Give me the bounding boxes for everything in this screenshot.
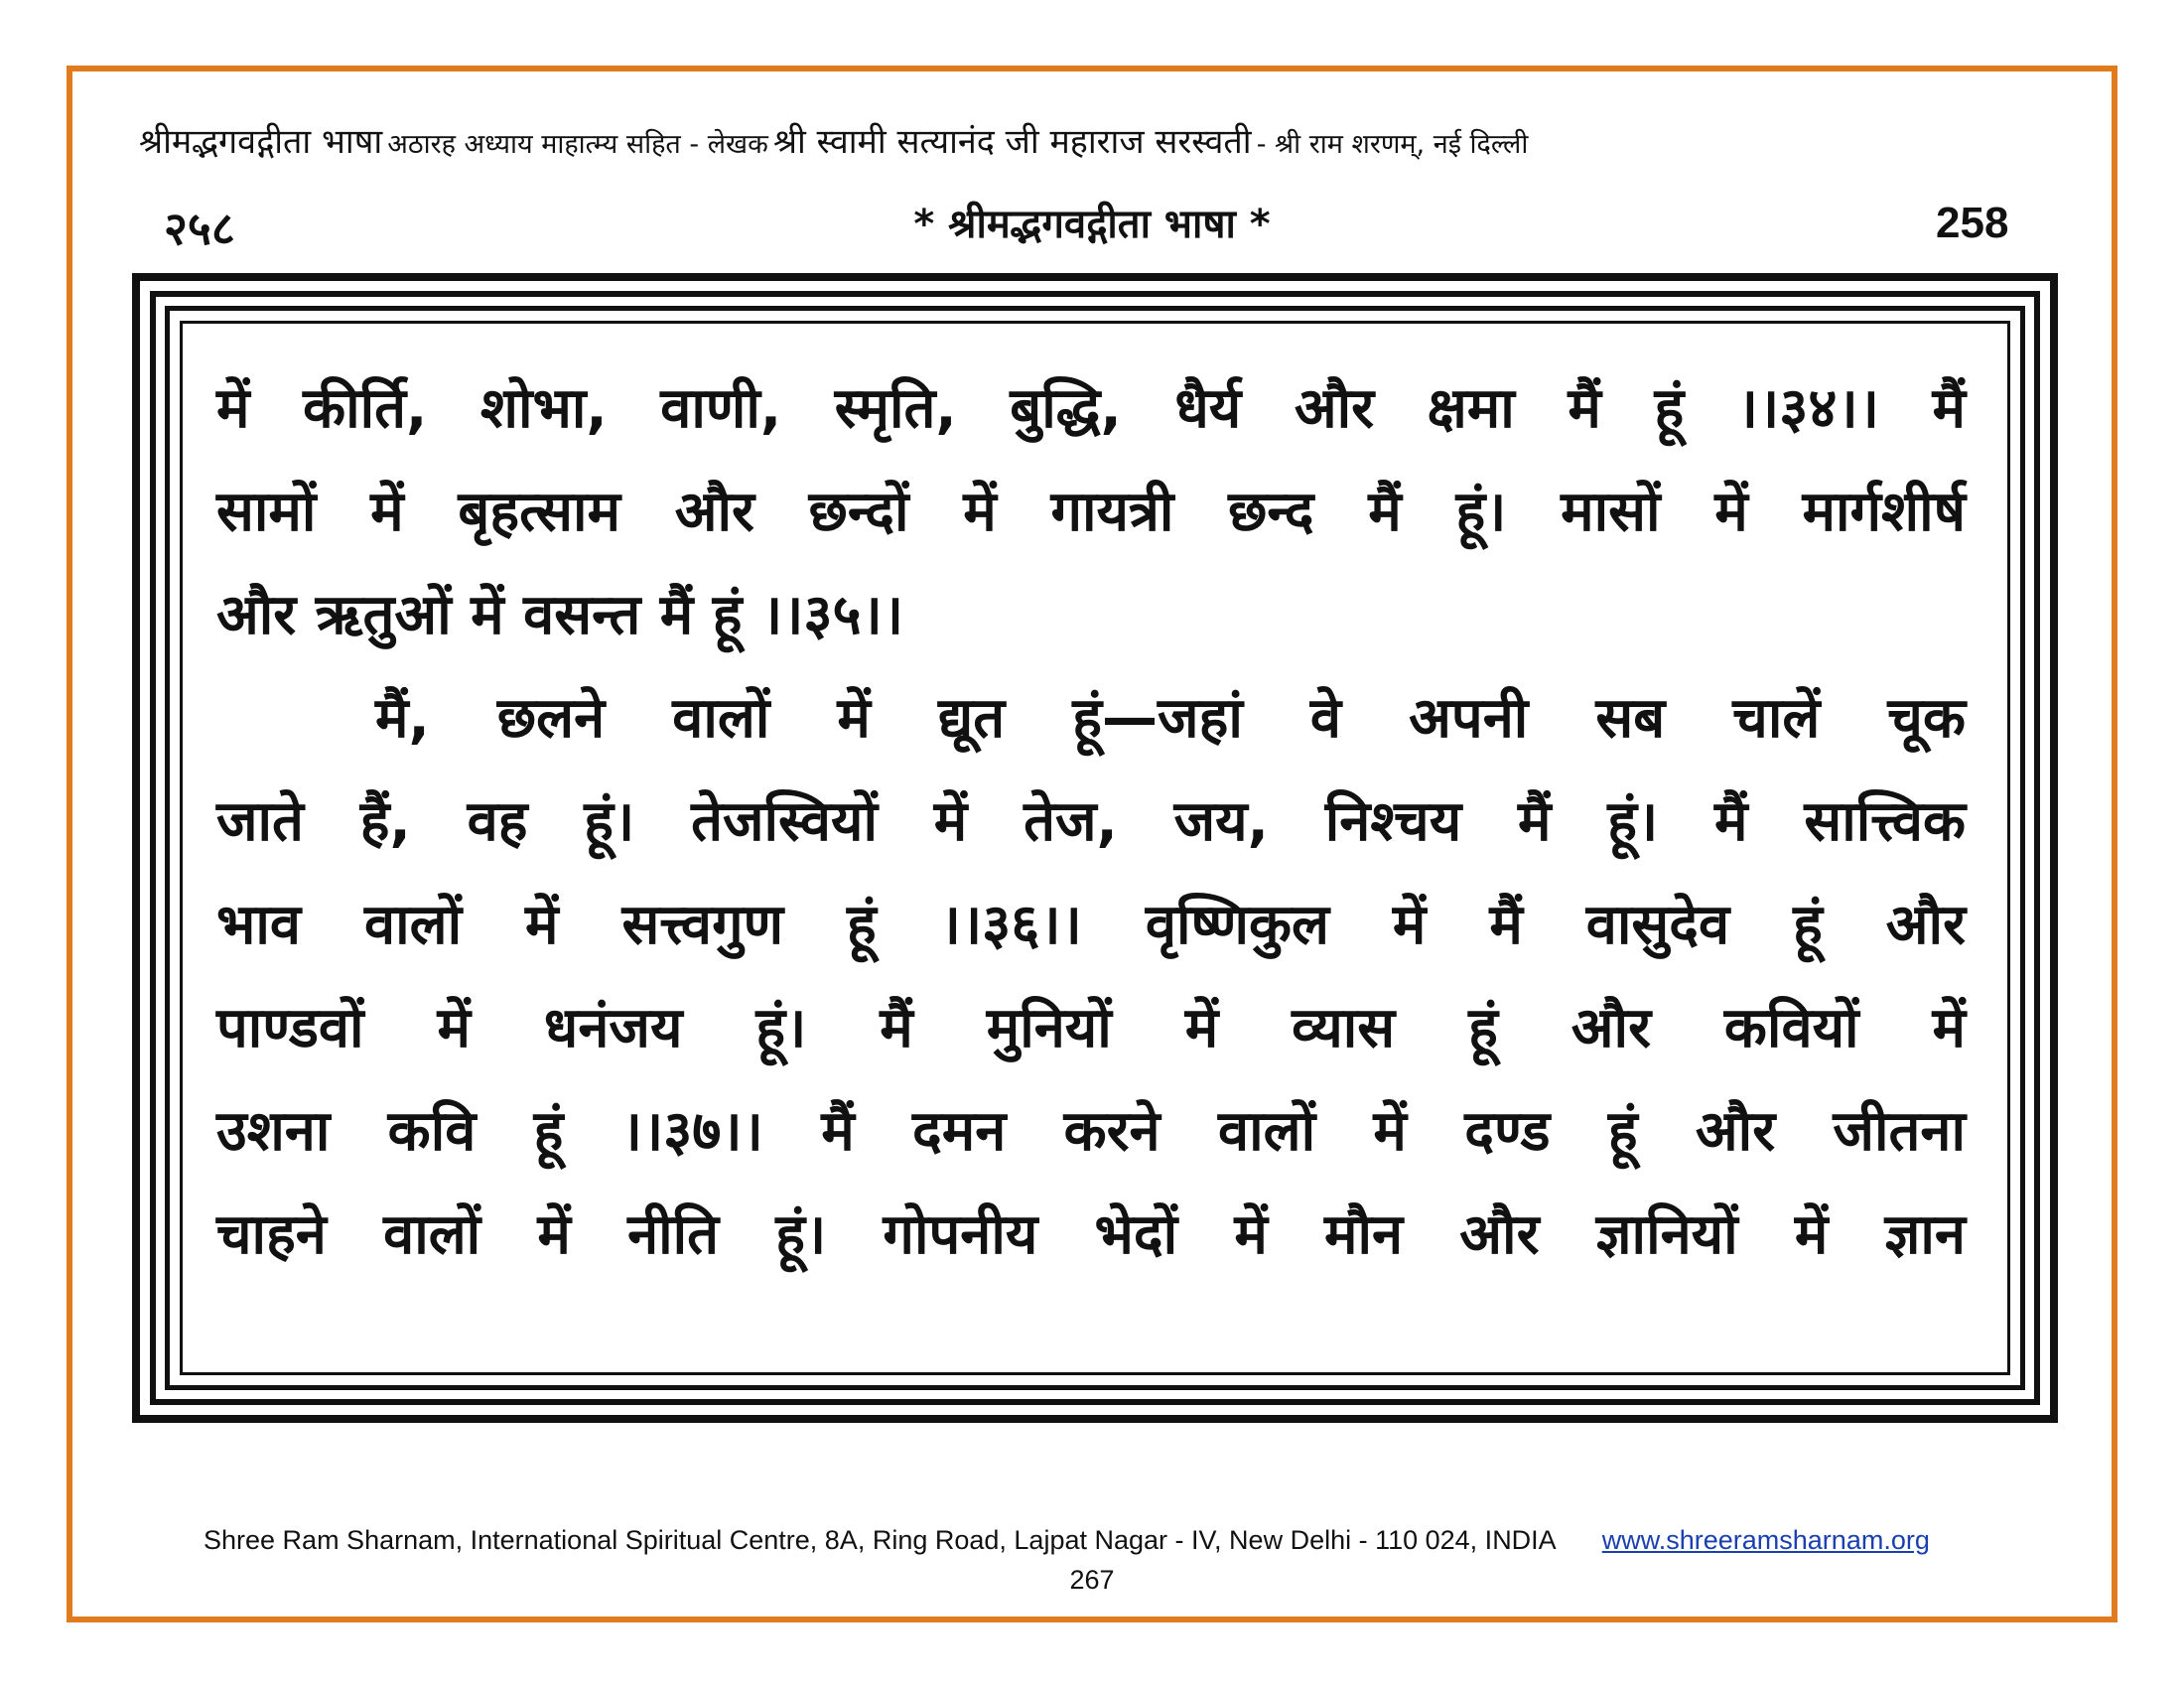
text-line: सामों में बृहत्साम और छन्दों में गायत्री छन्द मैं हूं। मासों में मार्गशीर्ष: [216, 480, 1966, 544]
author-name: श्री स्वामी सत्यानंद जी महाराज सरस्वती: [772, 122, 1252, 162]
text-line: जाते हैं, वह हूं। तेजस्वियों में तेज, जय, निश्चय मैं हूं। मैं सात्त्विक: [216, 789, 1966, 854]
page-title: * श्रीमद्भगवद्गीता भाषा *: [913, 202, 1271, 247]
page-number: 258: [1936, 199, 2009, 247]
footer-address: Shree Ram Sharnam, International Spiritual Centre, 8A, Ring Road, Lajpat Nagar - IV, New Delhi - 110 024, INDIA: [204, 1525, 1556, 1555]
publisher: - श्री राम शरणम्, नई दिल्ली: [1256, 129, 1529, 160]
text-line: चाहने वालों में नीति हूं। गोपनीय भेदों में मौन और ज्ञानियों में ज्ञान: [216, 1202, 1966, 1267]
footer-page-number: 267: [1069, 1565, 1115, 1595]
footer: [204, 1525, 1930, 1556]
page-number-hindi: २५८: [164, 202, 235, 255]
text-line: भाव वालों में सत्त्वगुण हूं ।।३६।। वृष्णिकुल में मैं वासुदेव हूं और: [216, 893, 1966, 957]
verse-body: [216, 357, 1966, 1287]
book-subtitle: अठारह अध्याय माहात्म्य सहित - लेखक: [387, 129, 768, 160]
text-line: पाण्डवों में धनंजय हूं। मैं मुनियों में व्यास हूं और कवियों में: [216, 996, 1966, 1060]
text-line: उशना कवि हूं ।।३७।। मैं दमन करने वालों में दण्ड हूं और जीतना: [216, 1099, 1966, 1164]
website-link[interactable]: www.shreeramsharnam.org: [1601, 1525, 1930, 1555]
book-title: श्रीमद्भगवद्गीता भाषा: [139, 122, 383, 162]
text-line: और ऋतुओं में वसन्त मैं हूं ।।३५।।: [216, 583, 904, 647]
text-line: मैं, छलने वालों में द्यूत हूं—जहां वे अपनी सब चालें चूक: [375, 686, 1966, 751]
running-header: [139, 117, 2065, 163]
text-line: में कीर्ति, शोभा, वाणी, स्मृति, बुद्धि, धैर्य और क्षमा मैं हूं ।।३४।। मैं: [216, 376, 1966, 441]
